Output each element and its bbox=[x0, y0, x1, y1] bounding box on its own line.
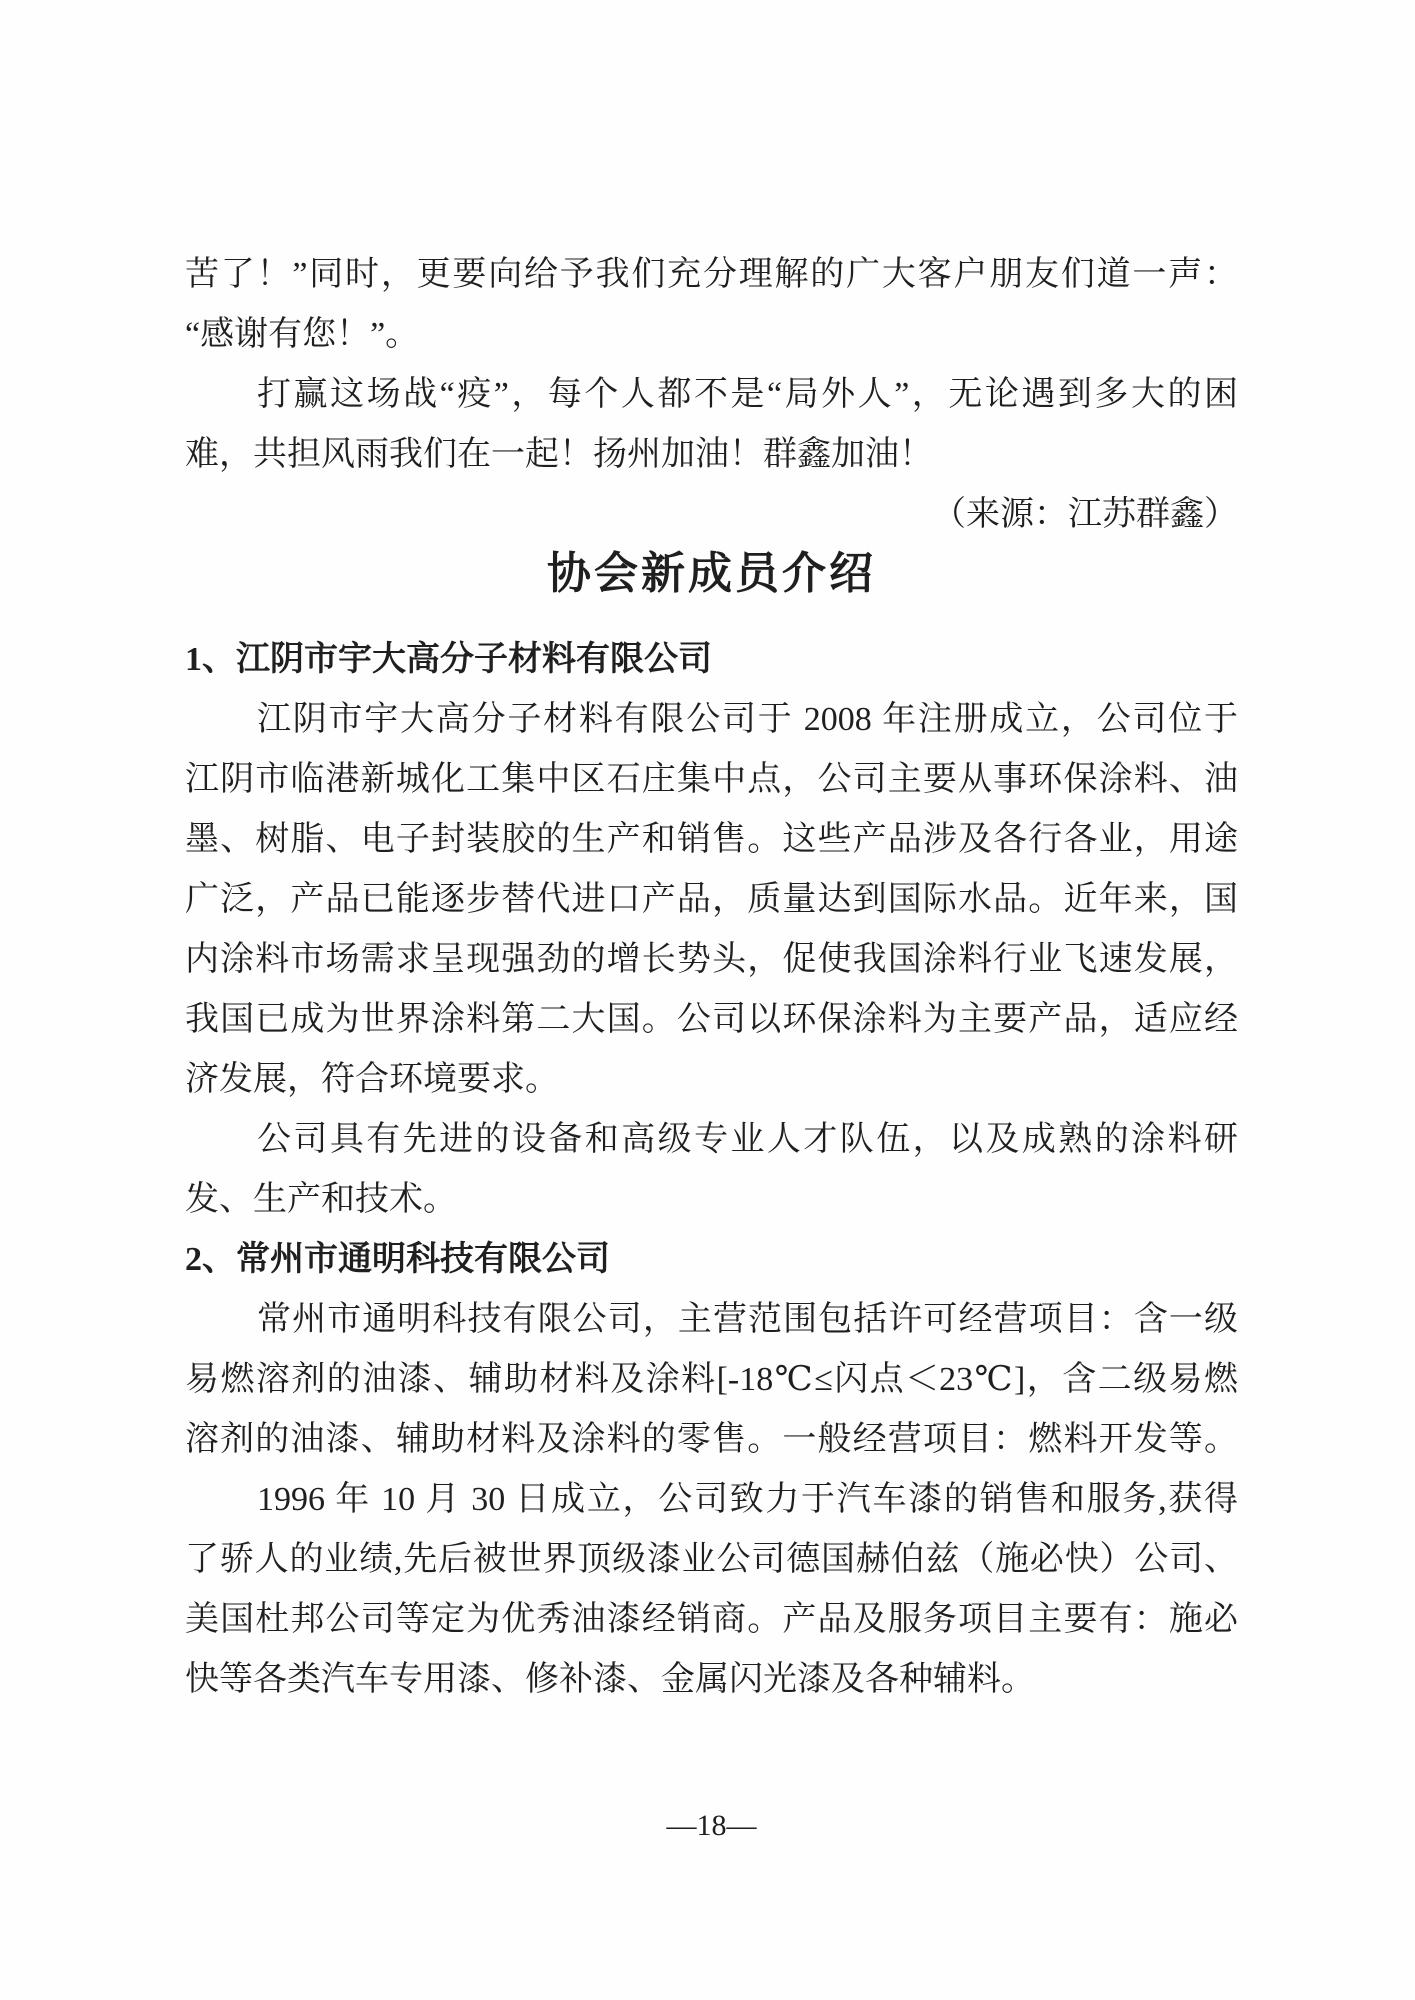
paragraph-fight-epidemic bbox=[185, 365, 1238, 485]
member1-paragraph-1-line-3: 墨、树脂、电子封装胶的生产和销售。这些产品涉及各行各业，用途 bbox=[185, 821, 1238, 858]
member2-paragraph-2-line-3: 美国杜邦公司等定为优秀油漆经销商。产品及服务项目主要有：施必 bbox=[185, 1601, 1238, 1638]
member2-paragraph-2 bbox=[185, 1470, 1238, 1710]
member2-paragraph-1 bbox=[185, 1290, 1238, 1470]
member2-heading: 2、常州市通明科技有限公司 bbox=[185, 1241, 610, 1278]
member1-paragraph-2-line-2: 发、生产和技术。 bbox=[185, 1181, 457, 1218]
source-line bbox=[185, 485, 1238, 545]
member2-paragraph-2-line-2: 了骄人的业绩,先后被世界顶级漆业公司德国赫伯兹（施必快）公司、 bbox=[185, 1541, 1238, 1578]
document-content bbox=[185, 245, 1238, 1710]
member1-paragraph-1-line-4: 广泛，产品已能逐步替代进口产品，质量达到国际水品。近年来，国 bbox=[185, 881, 1238, 918]
source-line-line-1: （来源：江苏群鑫） bbox=[932, 496, 1238, 533]
paragraph-fight-epidemic-line-1: 打赢这场战“疫”，每个人都不是“局外人”，无论遇到多大的困 bbox=[257, 376, 1238, 413]
member1-heading: 1、江阴市宇大高分子材料有限公司 bbox=[185, 641, 712, 678]
member2-paragraph-2-line-4: 快等各类汽车专用漆、修补漆、金属闪光漆及各种辅料。 bbox=[185, 1661, 1035, 1698]
paragraph-thanks-line-2: “感谢有您！”。 bbox=[185, 316, 420, 353]
member1-paragraph-1 bbox=[185, 690, 1238, 1110]
page-number: —18— bbox=[666, 1809, 757, 1842]
member1-paragraph-1-line-1: 江阴市宇大高分子材料有限公司于 2008 年注册成立，公司位于 bbox=[257, 701, 1238, 738]
member1-paragraph-2 bbox=[185, 1110, 1238, 1230]
member1-paragraph-2-line-1: 公司具有先进的设备和高级专业人才队伍，以及成熟的涂料研 bbox=[257, 1121, 1238, 1158]
member1-paragraph-1-line-2: 江阴市临港新城化工集中区石庄集中点，公司主要从事环保涂料、油 bbox=[185, 761, 1238, 798]
paragraph-thanks bbox=[185, 245, 1238, 365]
member1-paragraph-1-line-5: 内涂料市场需求呈现强劲的增长势头，促使我国涂料行业飞速发展， bbox=[185, 941, 1238, 978]
member2-paragraph-1-line-1: 常州市通明科技有限公司，主营范围包括许可经营项目：含一级 bbox=[257, 1301, 1238, 1338]
member1-paragraph-1-line-7: 济发展，符合环境要求。 bbox=[185, 1061, 559, 1098]
paragraph-fight-epidemic-line-2: 难，共担风雨我们在一起！扬州加油！群鑫加油！ bbox=[185, 436, 933, 473]
section-title: 协会新成员介绍 bbox=[547, 549, 876, 598]
member2-paragraph-2-line-1: 1996 年 10 月 30 日成立，公司致力于汽车漆的销售和服务,获得 bbox=[257, 1481, 1238, 1518]
paragraph-thanks-line-1: 苦了！”同时，更要向给予我们充分理解的广大客户朋友们道一声： bbox=[185, 256, 1238, 293]
member2-paragraph-1-line-2: 易燃溶剂的油漆、辅助材料及涂料[-18℃≤闪点＜23℃]，含二级易燃 bbox=[185, 1361, 1238, 1398]
member2-paragraph-1-line-3: 溶剂的油漆、辅助材料及涂料的零售。一般经营项目：燃料开发等。 bbox=[185, 1421, 1238, 1458]
member1-paragraph-1-line-6: 我国已成为世界涂料第二大国。公司以环保涂料为主要产品，适应经 bbox=[185, 1001, 1238, 1038]
